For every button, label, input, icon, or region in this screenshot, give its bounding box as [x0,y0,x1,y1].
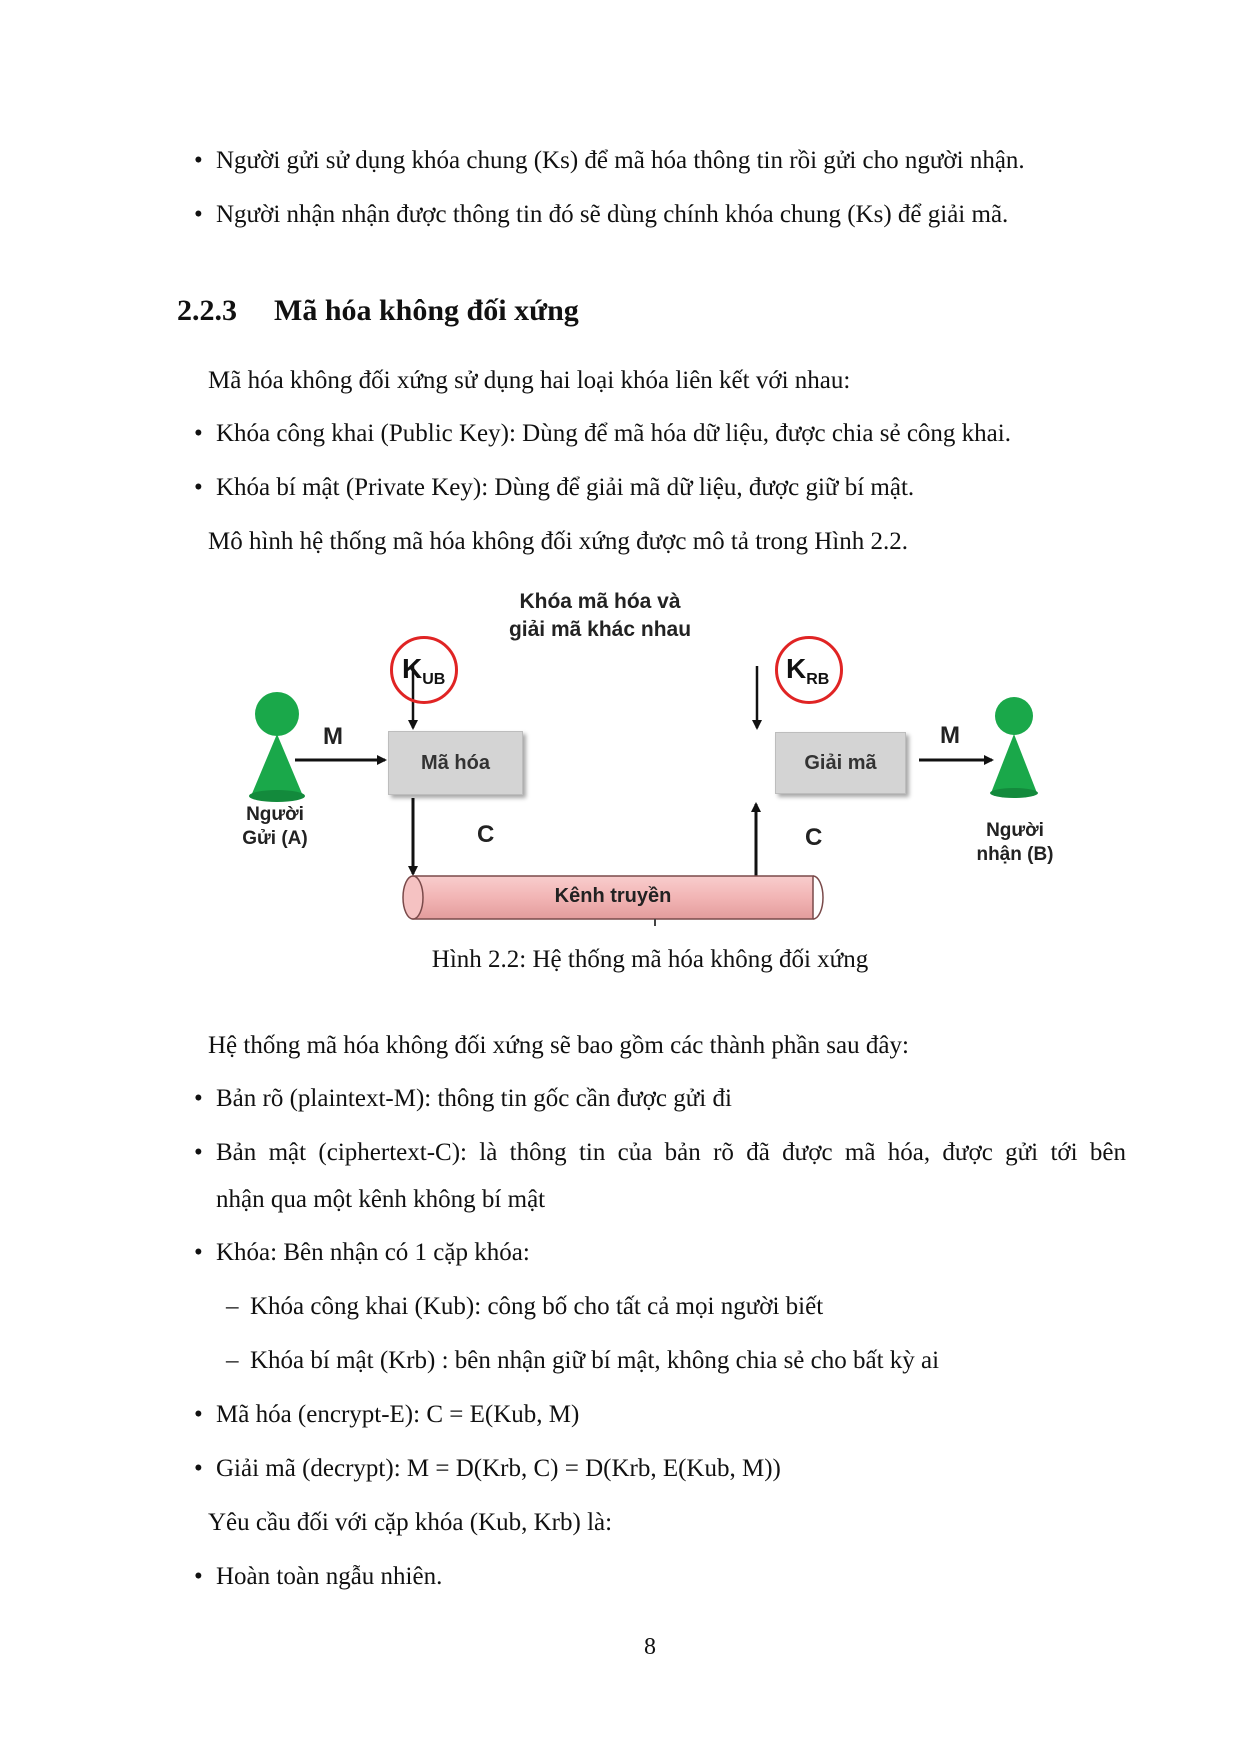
public-key-label: $K_{UB}$ [402,653,446,688]
page-number: 8 [644,1634,656,1660]
component-ciphertext-line2: nhận qua một kênh không bí mật [216,1186,546,1213]
channel-label: Kênh truyền [554,885,672,907]
bullet-icon: • [194,1401,203,1428]
component-ciphertext-line1: Bản mật (ciphertext-C): là thông tin của bản rõ đã được mã hóa, được gửi tới bên [216,1139,1126,1166]
dash-icon: – [226,1347,239,1374]
private-key-label: $K_{RB}$ [786,653,830,688]
cipher-label-right: C [805,824,823,851]
component-decrypt: Giải mã (decrypt): M = D(Krb, C) = D(Krb, E(Kub, M)) [216,1455,781,1482]
bullet-icon: • [194,420,203,447]
message-label-left: M [323,723,343,750]
requirement-random: Hoàn toàn ngẫu nhiên. [216,1563,443,1590]
bullet-icon: • [194,1563,203,1590]
asymmetric-encryption-diagram [235,588,1065,940]
component-key-public: Khóa công khai (Kub): công bố cho tất cả mọi người biết [250,1293,824,1320]
bullet-sender-text: Người gửi sử dụng khóa chung (Ks) để mã hóa thông tin rồi gửi cho người nhận. [216,147,1025,174]
section-number: 2.2.3 [177,294,237,327]
bullet-icon: • [194,201,203,228]
receiver-label: Người nhận (B) [976,820,1054,865]
component-key-private: Khóa bí mật (Krb) : bên nhận giữ bí mật, không chia sẻ cho bất kỳ ai [250,1347,940,1374]
figure-heading: Khóa mã hóa và giải mã khác nhau [508,590,692,641]
dash-icon: – [226,1293,239,1320]
component-key: Khóa: Bên nhận có 1 cặp khóa: [216,1239,530,1266]
sender-person-icon [249,692,305,802]
bullet-public-key: Khóa công khai (Public Key): Dùng để mã hóa dữ liệu, được chia sẻ công khai. [216,420,1011,447]
bullet-icon: • [194,1455,203,1482]
bullet-icon: • [194,1239,203,1266]
cipher-label-left: C [477,821,495,848]
components-intro: Hệ thống mã hóa không đối xứng sẽ bao gồm các thành phần sau đây: [208,1032,909,1059]
section-title: Mã hóa không đối xứng [274,294,579,327]
bullet-icon: • [194,147,203,174]
message-label-right: M [940,722,960,749]
sender-label: Người Gửi (A) [242,804,308,849]
receiver-person-icon [990,697,1038,798]
encrypt-box: Mã hóa [388,731,523,795]
bullet-receiver-text: Người nhận nhận được thông tin đó sẽ dùng chính khóa chung (Ks) để giải mã. [216,201,1009,228]
bullet-icon: • [194,474,203,501]
component-encrypt: Mã hóa (encrypt-E): C = E(Kub, M) [216,1401,580,1428]
bullet-private-key: Khóa bí mật (Private Key): Dùng để giải mã dữ liệu, được giữ bí mật. [216,474,915,501]
intro-paragraph: Mã hóa không đối xứng sử dụng hai loại khóa liên kết với nhau: [208,367,851,394]
model-sentence: Mô hình hệ thống mã hóa không đối xứng được mô tả trong Hình 2.2. [208,528,908,555]
component-plaintext: Bản rõ (plaintext-M): thông tin gốc cần được gửi đi [216,1085,732,1112]
bullet-icon: • [194,1139,203,1166]
requirements-intro: Yêu cầu đối với cặp khóa (Kub, Krb) là: [208,1509,613,1536]
decrypt-box: Giải mã [775,732,906,794]
bullet-icon: • [194,1085,203,1112]
figure-caption: Hình 2.2: Hệ thống mã hóa không đối xứng [431,946,869,973]
